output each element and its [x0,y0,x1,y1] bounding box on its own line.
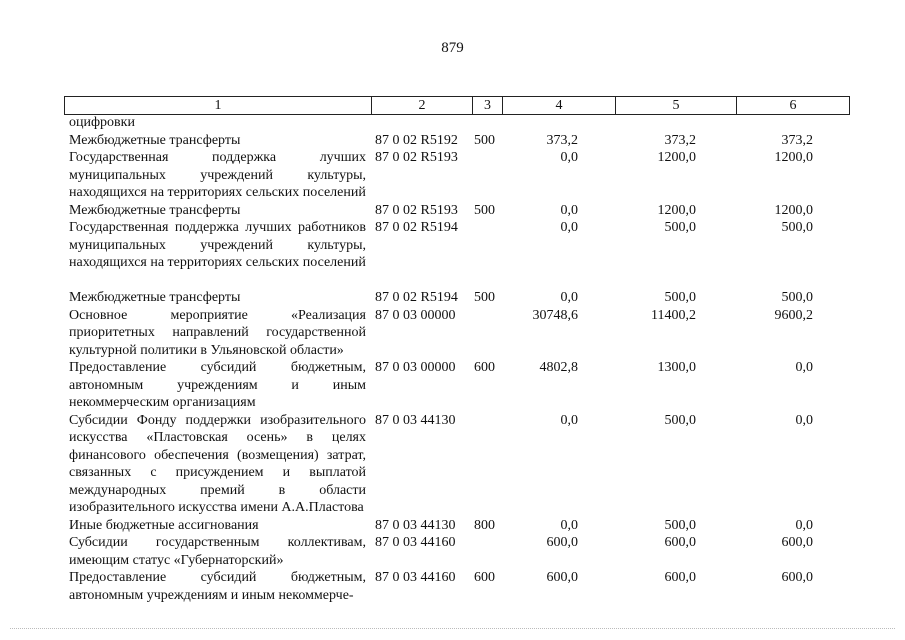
table-row [0,132,905,150]
row-target-code: 87 0 03 44160 [375,570,456,585]
row-amount-col6: 0,0 [795,412,813,428]
row-amount-col4: 30748,6 [532,307,578,323]
header-col-5: 5 [616,97,737,114]
row-amount-col4: 373,2 [546,132,578,148]
row-name: Предоставление субсидий бюджетным, автономным учреждениям и иным некоммерческим организациям [69,360,366,410]
table-row [0,149,905,202]
row-amount-col4: 0,0 [560,150,578,165]
row-amount-col5: 11400,2 [651,307,696,323]
row-amount-col4: 0,0 [560,412,578,428]
row-amount-col4: 0,0 [560,220,578,235]
header-col-3: 3 [473,97,503,114]
row-amount-col5: 500,0 [664,517,696,533]
row-amount-col5: 600,0 [664,535,696,550]
row-name: Иные бюджетные ассигнования [69,517,259,533]
page-number: 879 [441,40,464,56]
table-row [0,202,905,220]
table-row [0,114,905,132]
row-amount-col5: 500,0 [664,412,696,428]
table-row [0,412,905,517]
header-col-6: 6 [789,98,797,113]
row-name: Межбюджетные трансферты [69,290,241,305]
row-target-code: 87 0 03 00000 [375,307,456,323]
row-amount-col6: 600,0 [781,535,813,550]
row-target-code: 87 0 03 44130 [375,517,456,533]
table-row [0,534,905,569]
row-amount-col4: 0,0 [560,517,578,533]
row-amount-col4: 0,0 [560,202,578,218]
row-amount-col5: 373,2 [664,132,696,148]
row-target-code: 87 0 02 R5193 [375,202,458,218]
row-amount-col5: 500,0 [664,220,696,235]
row-target-code: 87 0 03 44130 [375,412,456,428]
row-target-code: 87 0 02 R5192 [375,132,458,148]
table-row [0,307,905,360]
table-header [64,96,850,115]
page-bottom-edge [10,628,895,630]
row-target-code: 87 0 02 R5194 [375,290,458,305]
row-amount-col5: 1200,0 [657,150,696,165]
row-name: Государственная поддержка лучших работников муниципальных учреждений культуры, находящихся на территориях сельских поселений [69,220,366,270]
row-name: Субсидии государственным коллективам, имеющим статус «Губернаторский» [69,535,366,568]
row-name: Межбюджетные трансферты [69,132,241,148]
row-amount-col6: 600,0 [781,570,813,585]
row-amount-col5: 1200,0 [657,202,696,218]
row-target-code: 87 0 03 00000 [375,360,456,375]
table-row [0,219,905,289]
row-target-code: 87 0 03 44160 [375,535,456,550]
row-amount-col4: 4802,8 [539,360,578,375]
row-amount-col4: 0,0 [560,290,578,305]
row-expense-type: 800 [474,517,495,533]
row-amount-col6: 373,2 [781,132,813,148]
row-expense-type: 500 [474,132,495,148]
table-row [0,289,905,307]
row-amount-col6: 1200,0 [774,150,813,165]
table-row [0,359,905,412]
table-row [0,569,905,604]
row-amount-col4: 600,0 [546,570,578,585]
row-name: оцифровки [69,115,135,130]
table-body [0,114,905,604]
row-amount-col6: 0,0 [795,360,813,375]
row-amount-col6: 500,0 [781,290,813,305]
row-amount-col6: 0,0 [795,517,813,533]
row-target-code: 87 0 02 R5194 [375,220,458,235]
row-expense-type: 600 [474,360,495,375]
header-col-4: 4 [503,97,616,114]
row-name: Основное мероприятие «Реализация приоритетных направлений государственной культурной политики в Ульяновской области» [69,307,366,358]
row-amount-col5: 1300,0 [657,360,696,375]
row-expense-type: 500 [474,202,495,218]
row-expense-type: 500 [474,290,495,305]
row-amount-col5: 600,0 [664,570,696,585]
header-col-1: 1 [65,97,372,114]
row-name: Субсидии Фонду поддержки изобразительного искусства «Пластовская осень» в целях финансового обеспечения (возмещения) затрат, связанных с присуждением и выплатой международных премий в области изобразительного искусства имени А.А.Пластова [69,412,366,515]
row-amount-col6: 9600,2 [774,307,813,323]
row-name: Межбюджетные трансферты [69,202,241,218]
header-col-2: 2 [372,97,473,114]
row-amount-col6: 1200,0 [774,202,813,218]
row-name: Государственная поддержка лучших муниципальных учреждений культуры, находящихся на территориях сельских поселений [69,150,366,200]
row-expense-type: 600 [474,570,495,585]
row-amount-col6: 500,0 [781,220,813,235]
row-amount-col4: 600,0 [546,535,578,550]
row-target-code: 87 0 02 R5193 [375,150,458,165]
row-name: Предоставление субсидий бюджетным, автономным учреждениям и иным некоммерче- [69,570,366,603]
table-row [0,517,905,535]
row-amount-col5: 500,0 [664,290,696,305]
